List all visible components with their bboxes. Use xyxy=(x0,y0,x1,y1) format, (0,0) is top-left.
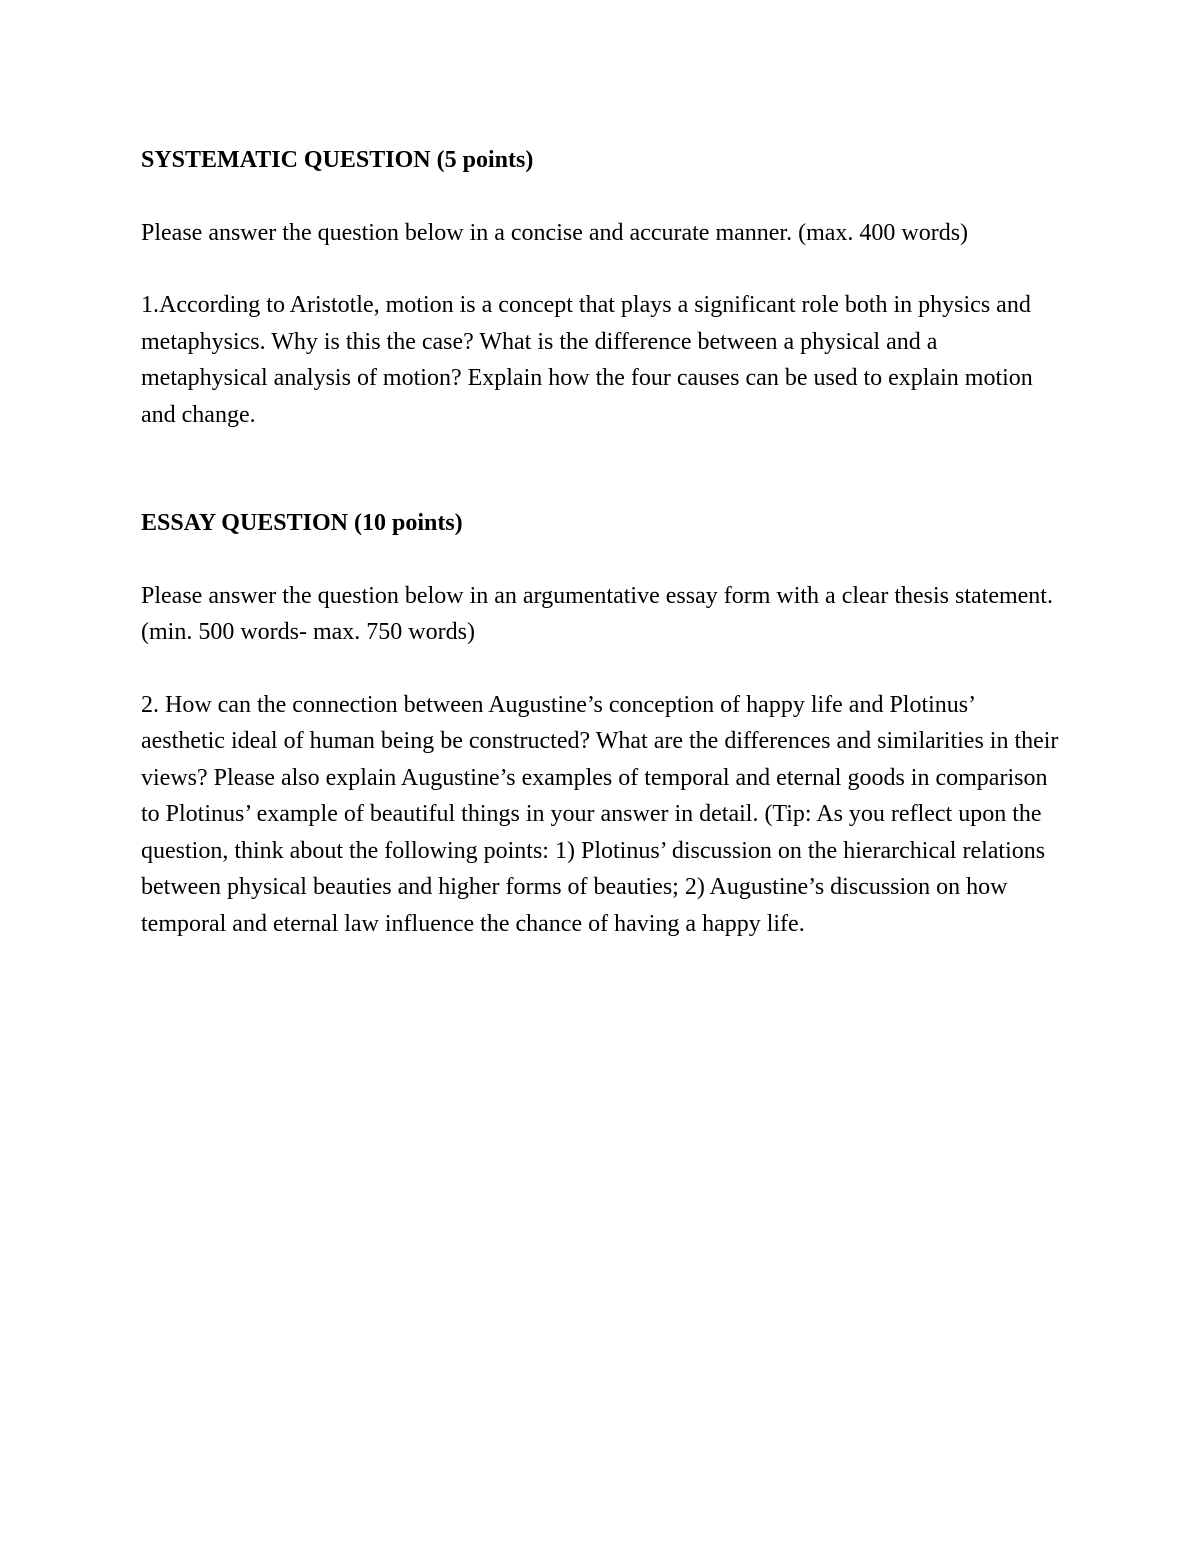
document-body xyxy=(141,142,1061,942)
spacer xyxy=(141,542,1061,578)
systematic-question-text: 1.According to Aristotle, motion is a concept that plays a significant role both in physics and metaphysics. Why is this the case? What is the difference between a physical and a metaphysical analysis of motion? Explain how the four causes can be used to explain motion and change. xyxy=(141,292,1033,428)
systematic-question-heading: SYSTEMATIC QUESTION (5 points) xyxy=(141,147,534,173)
essay-question-heading: ESSAY QUESTION (10 points) xyxy=(141,510,463,536)
spacer xyxy=(141,433,1061,505)
spacer xyxy=(141,651,1061,687)
spacer xyxy=(141,179,1061,215)
essay-question-instruction: Please answer the question below in an argumentative essay form with a clear thesis statement. (min. 500 words- max. 750 words) xyxy=(141,582,1053,645)
spacer xyxy=(141,251,1061,287)
systematic-question-instruction: Please answer the question below in a concise and accurate manner. (max. 400 words) xyxy=(141,219,969,246)
essay-question-text: 2. How can the connection between Augustine’s conception of happy life and Plotinus’ aesthetic ideal of human being be constructed? What are the differences and similarities in their views? Please also explain Augustine’s examples of temporal and eternal goods in comparison to Plotinus’ example of beautiful things in your answer in detail. (Tip: As you reflect upon the question, think about the following points: 1) Plotinus’ discussion on the hierarchical relations between physical beauties and higher forms of beauties; 2) Augustine’s discussion on how temporal and eternal law influence the chance of having a happy life. xyxy=(141,691,1059,937)
